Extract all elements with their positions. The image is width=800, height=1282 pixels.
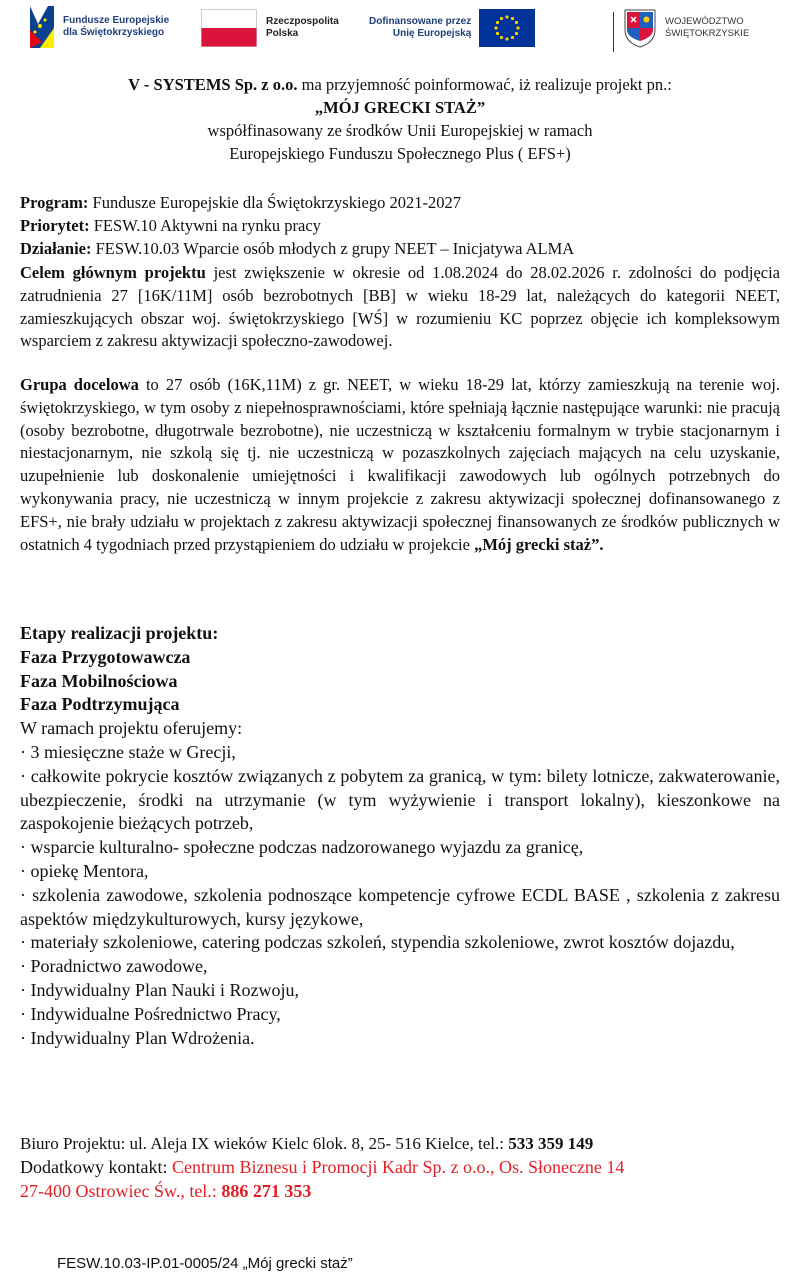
program-label: Program: — [20, 193, 89, 212]
rp-logo-line-1: Rzeczpospolita — [266, 16, 339, 27]
offer-intro: W ramach projektu oferujemy: — [20, 718, 243, 739]
program-value: Fundusze Europejskie dla Świętokrzyskiego 2021-2027 — [88, 193, 461, 212]
contact-section — [20, 1132, 780, 1203]
polish-flag-icon — [201, 9, 257, 47]
office-address: Biuro Projektu: ul. Aleja IX wieków Kielc 6lok. 8, 25- 516 Kielce, tel.: — [20, 1134, 509, 1153]
goal-label: Celem głównym projektu — [20, 263, 206, 282]
extra-contact-label: Dodatkowy kontakt: — [20, 1156, 172, 1177]
cofinancing-line-2: Europejskiego Funduszu Społecznego Plus ( EFS+) — [229, 144, 571, 163]
extra-contact-phone: 886 271 353 — [221, 1180, 312, 1201]
offer-item: · wsparcie kulturalno- społeczne podczas nadzorowanego wyjazdu za granicę, — [20, 837, 584, 858]
offer-item: · szkolenia zawodowe, szkolenia podnoszące kompetencje cyfrowe ECDL BASE , szkolenia z zakresu aspektów międzykulturowych, kursy językowe, — [20, 884, 780, 929]
logo-separator — [613, 12, 614, 52]
stages-section — [20, 622, 780, 1050]
eu-logo — [369, 9, 535, 47]
phase-item: Faza Przygotowawcza — [20, 646, 191, 667]
offer-item: · 3 miesięczne staże w Grecji, — [20, 741, 236, 762]
offer-item: · Indywidualne Pośrednictwo Pracy, — [20, 1003, 281, 1024]
rp-logo-line-2: Polska — [266, 28, 299, 39]
extra-contact-address: 27-400 Ostrowiec Św., tel.: — [20, 1180, 222, 1201]
coat-of-arms-icon — [623, 8, 657, 48]
announcement-header — [20, 73, 780, 165]
eu-logo-line-1: Dofinansowane przez — [369, 16, 472, 27]
office-phone: 533 359 149 — [508, 1134, 594, 1153]
offer-item: · Poradnictwo zawodowe, — [20, 956, 208, 977]
target-text: to 27 osób (16K,11M) z gr. NEET, w wieku 18-29 lat, którzy zamieszkują na terenie woj. świętokrzyskiego, w tym osoby z niepełnosprawnościami, które spełniają łącznie następujące warunki: nie pracują (osoby bezrobotne, długotrwale bezrobotne), nie uczestniczą w kształceniu formalnym w trybie stacjonarnym i niestacjonarnym, nie szkolą się tj. nie uczestniczą w pozaszkolnych zajęciach mających na celu uzyskanie, uzupełnienie lub doskonalenie umiejętności i kwalifikacji zawodowych lub ogólnych potrzebnych do wykonywania pracy, nie uczestniczą w innym projekcie z zakresu aktywizacji społecznej dofinansowanego z EFS+, nie brały udziału w projektach z zakresu aktywizacji społecznej finansowanych ze środków publicznych w ostatnich 4 tygodniach przed przystąpieniem do udziału w projekcie — [20, 375, 780, 554]
eu-logo-line-2: Unię Europejską — [392, 28, 472, 39]
offer-item: · opiekę Mentora, — [20, 860, 149, 881]
extra-contact-name: Centrum Biznesu i Promocji Kadr Sp. z o.o., Os. Słoneczne 14 — [171, 1156, 625, 1177]
phase-item: Faza Mobilnościowa — [20, 670, 178, 691]
target-group — [20, 374, 780, 556]
program-info — [20, 192, 780, 260]
project-goal — [20, 262, 780, 353]
action-value: FESW.10.03 Wparcie osób młodych z grupy NEET – Inicjatywa ALMA — [91, 238, 575, 258]
intro-line — [20, 73, 780, 96]
logo-bar — [0, 4, 800, 52]
offer-item: · Indywidualny Plan Wdrożenia. — [20, 1027, 255, 1048]
fe-logo-line-2: dla Świętokrzyskiego — [63, 27, 165, 38]
intro-text: ma przyjemność poinformować, iż realizuje projekt pn.: — [297, 75, 672, 94]
company-name: V - SYSTEMS Sp. z o.o. — [128, 75, 298, 94]
offer-item: · Indywidualny Plan Nauki i Rozwoju, — [20, 979, 299, 1000]
phase-item: Faza Podtrzymująca — [20, 694, 180, 715]
woj-logo-line-2: ŚWIĘTOKRZYSKIE — [665, 28, 750, 39]
goal-text: jest zwiększenie w okresie od 1.08.2024 do 28.02.2026 r. zdolności do podjęcia zatrudnienia 27 [16K/11M] osób bezrobotnych [BB] w wieku 18-29 lat, należących do kategorii NEET, zamieszkujących obszar woj. świętokrzyskiego [WŚ] w rozumieniu KC poprzez objęcie ich kompleksowym wsparciem z zakresu aktywizacji społeczno-zawodowej. — [20, 263, 781, 351]
fe-logo — [28, 4, 169, 50]
target-label: Grupa docelowa — [20, 375, 139, 394]
priority-label: Priorytet: — [20, 215, 90, 235]
target-project-name: „Mój grecki staż”. — [474, 534, 604, 554]
priority-value: FESW.10 Aktywni na rynku pracy — [89, 215, 321, 235]
fe-logo-line-1: Fundusze Europejskie — [63, 15, 170, 26]
cofinancing-line-1: współfinasowany ze środków Unii Europejskiej w ramach — [207, 121, 593, 140]
eu-flag-icon — [479, 9, 535, 47]
action-label: Działanie: — [20, 238, 92, 258]
stages-heading: Etapy realizacji projektu: — [20, 623, 219, 643]
offer-item: · całkowite pokrycie kosztów związanych z pobytem za granicą, w tym: bilety lotnicze, zakwaterowanie, ubezpieczenie, środki na utrzymanie (w tym wyżywienie i transport lokalny), kieszonkowe na zaspokojenie bieżących potrzeb, — [20, 765, 780, 834]
offer-item: · materiały szkoleniowe, catering podczas szkoleń, stypendia szkoleniowe, zwrot kosztów dojazdu, — [20, 932, 735, 953]
rp-logo — [201, 9, 339, 47]
footer-project-number: FESW.10.03-IP.01-0005/24 „Mój grecki staż” — [57, 1255, 353, 1272]
project-title: „MÓJ GRECKI STAŻ” — [314, 98, 486, 117]
fe-flag-icon — [28, 4, 56, 50]
woj-logo-line-1: WOJEWÓDZTWO — [665, 16, 744, 27]
woj-logo — [623, 8, 749, 48]
